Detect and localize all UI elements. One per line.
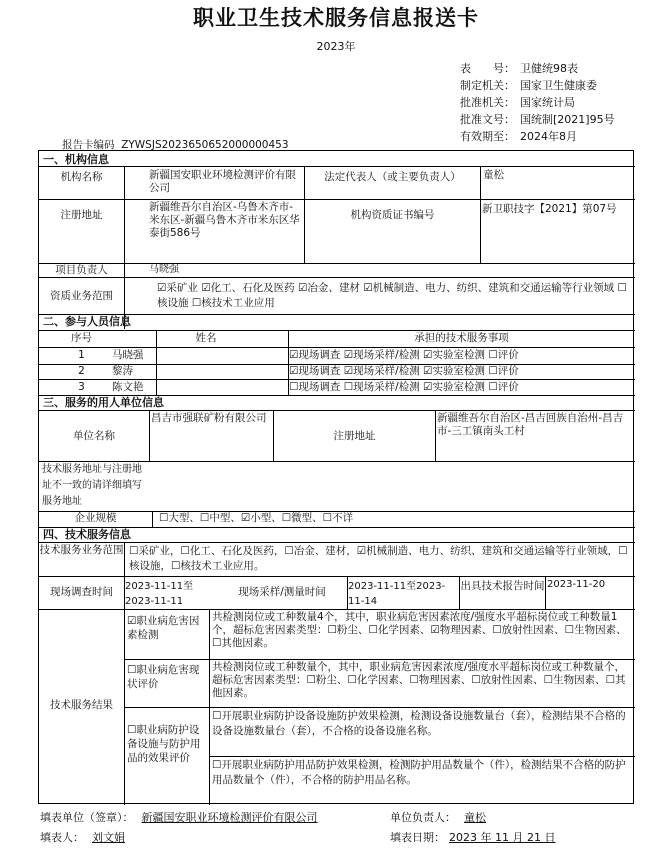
company-size-value: ☐大型、☐中型、☑小型、☐微型、☐不详 [159, 512, 354, 524]
tech-scope-label: 技术服务业务范围 [39, 544, 124, 556]
form-meta [460, 60, 615, 145]
client-name-value: 昌吉市强联矿粉有限公司 [151, 412, 267, 424]
tech-scope-value: ☐采矿业，☐化工、石化及医药，☐冶金、建材，☑机械制造、电力、纺织、建筑和交通运输等行业领域，☐核设施，☐核技术工业应用。 [129, 545, 628, 572]
legal-rep-label: 法定代表人（或主要负责人） [324, 171, 461, 183]
meta-row [460, 111, 615, 128]
footer-head [390, 809, 486, 825]
sampling-time-label: 现场采样/测量时间 [238, 586, 326, 598]
section-1-title: 一、机构信息 [43, 153, 109, 166]
result-equipment-value: ☐开展职业病防护设备设施防护效果检测，检测设备设施数量台（套），检测结果不合格的设备设施数量台（套），不合格的设备设施名称。 [212, 710, 626, 737]
footer-head-value: 童松 [464, 811, 486, 824]
footer-filler-label: 填表人： [40, 831, 84, 844]
meta-row [460, 94, 615, 111]
footer-date-value: 2023 年 11 月 21 日 [449, 831, 556, 844]
report-year: 2023年 [316, 40, 356, 53]
qual-scope-value: ☑采矿业 ☑化工、石化及医药 ☑冶金、建材 ☑机械制造、电力、纺织、建筑和交通运输等行业领域 ☐核设施 ☐核技术工业应用 [157, 282, 627, 309]
report-id-label: 报告卡编码 [62, 139, 115, 151]
result-ppe-value: ☐开展职业病防护用品防护效果检测，检测防护用品数量个（件），检测结果不合格的防护用品数量个（件），不合格的防护用品名称。 [212, 759, 626, 786]
staff-row-no: 2 [78, 365, 85, 377]
survey-time-label: 现场调查时间 [50, 586, 113, 598]
service-addr-note: 技术服务地址与注册地址不一致的请详细填写服务地址 [42, 464, 142, 507]
meta-value: 国家统计局 [520, 96, 575, 109]
result-protection-label: ☐职业病防护设备设施与防护用品的效果评价 [127, 724, 201, 764]
section-2-title: 二、参与人员信息 [43, 315, 131, 328]
cert-no-value: 新卫职技字【2021】第07号 [482, 203, 617, 215]
info-table [38, 150, 634, 804]
footer-filler [40, 829, 125, 845]
report-time-label: 出具技术报告时间 [460, 580, 545, 592]
meta-value: 国统制[2021]95号 [520, 113, 615, 126]
meta-row [460, 60, 615, 77]
section-4-title: 四、技术服务信息 [43, 528, 131, 541]
col-name-header: 姓名 [195, 332, 217, 344]
meta-key: 有效期至： [460, 130, 515, 143]
meta-key: 制定机关： [460, 79, 515, 92]
sampling-time-value: 2023-11-11至2023-11-14 [348, 581, 446, 607]
meta-key: 批准机关： [460, 96, 515, 109]
staff-row-name: 马晓强 [112, 349, 144, 361]
result-detection-label: ☑职业病危害因素检测 [127, 615, 200, 641]
col-task-header: 承担的技术服务事项 [414, 332, 509, 344]
legal-rep-value: 童松 [483, 169, 504, 181]
footer-date [390, 829, 555, 845]
qual-scope-label: 资质业务范围 [50, 290, 113, 302]
client-addr-label: 注册地址 [333, 430, 376, 442]
staff-row-task: ☑现场调查 ☑现场采样/检测 ☑实验室检测 ☐评价 [289, 365, 519, 377]
reg-address-label: 注册地址 [60, 209, 103, 221]
report-id-value: ZYWSJS2023650652000000453 [121, 139, 289, 151]
reg-address-value: 新疆维吾尔自治区-乌鲁木齐市-米东区-新疆乌鲁木齐市米东区华泰街586号 [149, 201, 300, 239]
cert-no-label: 机构资质证书编号 [350, 209, 435, 221]
org-name-label: 机构名称 [60, 171, 103, 183]
client-name-label: 单位名称 [73, 430, 115, 442]
meta-key: 表 号： [460, 62, 515, 75]
survey-time-value: 2023-11-11至2023-11-11 [125, 581, 194, 607]
staff-row-task: ☐现场调查 ☐现场采样/检测 ☑实验室检测 ☐评价 [289, 381, 519, 393]
meta-key: 批准文号： [460, 113, 515, 126]
col-no-header: 序号 [71, 332, 92, 344]
report-time-value: 2023-11-20 [547, 579, 606, 590]
footer-date-label: 填表日期： [390, 831, 445, 844]
client-addr-value: 新疆维吾尔自治区-昌吉回族自治州-昌吉市-三工镇南头工村 [437, 412, 624, 437]
result-detection-value: 共检测岗位或工种数量4个，其中，职业病危害因素浓度/强度水平超标岗位或工种数量1个，超标危害因素类型：☐粉尘、☐化学因素、☑物理因素、☐放射性因素、☐生物因素、☐其他因素。 [212, 611, 627, 649]
staff-row-no: 1 [78, 349, 85, 361]
footer-filler-value: 刘文娟 [92, 831, 125, 844]
footer-unit-value: 新疆国安职业环境检测评价有限公司 [141, 811, 318, 824]
footer-head-label: 单位负责人： [390, 811, 456, 824]
result-assessment-value: 共检测岗位或工种数量个，其中，职业病危害因素浓度/强度水平超标岗位或工种数量个，超标危害因素类型：☐粉尘、☐化学因素、☐物理因素、☐放射性因素、☐生物因素、☐其他因素。 [212, 661, 626, 699]
section-3-title: 三、服务的用人单位信息 [43, 396, 164, 409]
meta-value: 国家卫生健康委 [520, 79, 597, 92]
footer-unit-label: 填表单位（签章）： [40, 811, 134, 824]
result-assessment-label: ☐职业病危害现状评价 [127, 664, 200, 690]
meta-row [460, 128, 615, 145]
company-size-label: 企业规模 [74, 512, 117, 524]
staff-row-no: 3 [78, 381, 85, 393]
footer-unit [40, 809, 318, 825]
meta-value: 2024年8月 [520, 130, 577, 143]
project-lead-value: 马晓强 [149, 264, 179, 275]
page-title: 职业卫生技术服务信息报送卡 [193, 5, 479, 30]
project-lead-label: 项目负责人 [55, 264, 108, 276]
staff-row-task: ☑现场调查 ☑现场采样/检测 ☑实验室检测 ☐评价 [289, 349, 519, 361]
org-name-value: 新疆国安职业环境检测评价有限公司 [149, 169, 296, 194]
meta-value: 卫健统98表 [520, 62, 578, 75]
meta-row [460, 77, 615, 94]
staff-row-name: 陈文艳 [112, 381, 144, 393]
staff-row-name: 黎涛 [112, 365, 133, 377]
tech-result-label: 技术服务结果 [50, 699, 113, 711]
